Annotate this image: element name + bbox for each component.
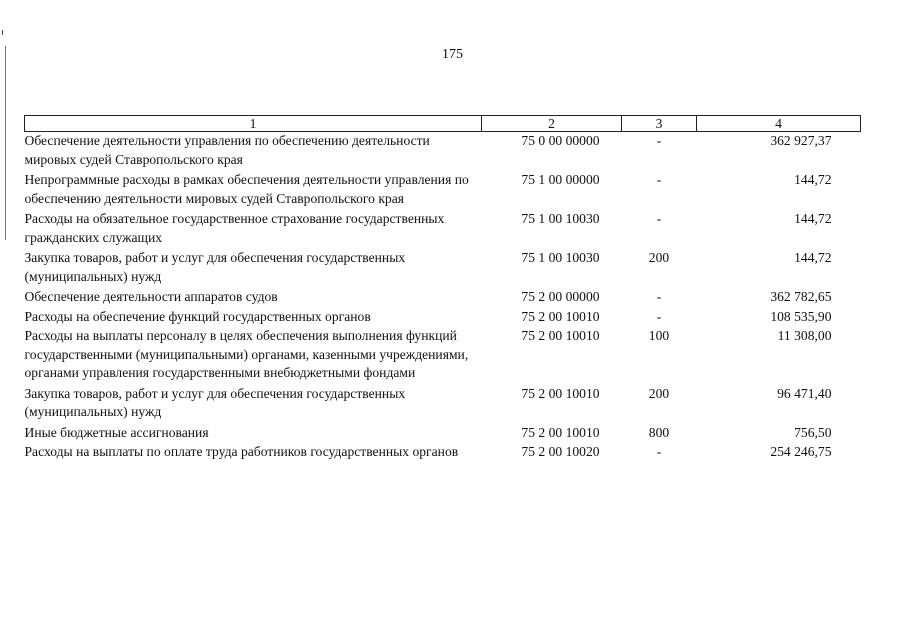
row-code: 75 2 00 10020 <box>521 444 600 459</box>
table-row <box>25 424 861 444</box>
table-row <box>25 327 861 385</box>
row-name: Расходы на обеспечение функций государственных органов <box>24 308 371 324</box>
row-code: 75 0 00 00000 <box>521 133 600 148</box>
row-code: 75 1 00 10030 <box>521 250 600 265</box>
table-row <box>25 385 861 424</box>
row-kind: 200 <box>648 385 670 401</box>
row-kind: 200 <box>648 250 670 265</box>
page-number: 175 <box>442 47 463 62</box>
row-code: 75 2 00 00000 <box>521 289 600 304</box>
row-name: Обеспечение деятельности управления по обеспечению деятельности мировых судей Ставропольского края <box>24 133 430 167</box>
table-row <box>25 308 861 328</box>
table-row <box>25 249 861 288</box>
row-name: Расходы на выплаты персоналу в целях обеспечения выполнения функций государственными (муниципальными) органами, казенными учреждениями, органами управления государственными внебюджетными фондами <box>24 328 469 380</box>
column-header-4: 4 <box>697 116 861 132</box>
row-amount: 144,72 <box>794 250 832 265</box>
row-name: Закупка товаров, работ и услуг для обеспечения государственных (муниципальных) нужд <box>24 250 406 284</box>
row-amount: 144,72 <box>794 211 832 226</box>
row-kind: - <box>656 172 662 187</box>
row-amount: 96 471,40 <box>777 385 832 401</box>
row-amount: 254 246,75 <box>770 444 832 459</box>
row-amount: 144,72 <box>794 172 832 187</box>
column-header-2: 2 <box>482 116 622 132</box>
row-kind: - <box>656 444 662 459</box>
row-amount: 756,50 <box>794 424 832 440</box>
table-row <box>25 288 861 308</box>
row-amount: 362 927,37 <box>770 133 832 148</box>
row-amount: 11 308,00 <box>777 328 832 343</box>
row-kind: - <box>656 289 662 304</box>
row-kind: - <box>656 211 662 226</box>
table-header-row <box>25 116 861 132</box>
table-row <box>25 171 861 210</box>
row-name: Расходы на обязательное государственное страхование государственных гражданских служащих <box>24 211 445 245</box>
scan-edge-mark <box>2 30 3 35</box>
row-amount: 108 535,90 <box>770 308 832 324</box>
table-row <box>25 443 861 463</box>
row-kind: 800 <box>648 424 670 440</box>
row-name: Закупка товаров, работ и услуг для обеспечения государственных (муниципальных) нужд <box>24 385 406 419</box>
row-kind: - <box>656 133 662 148</box>
row-name: Непрограммные расходы в рамках обеспечения деятельности управления по обеспечению деятельности мировых судей Ставропольского края <box>24 172 469 206</box>
budget-table <box>24 115 861 463</box>
row-amount: 362 782,65 <box>770 289 832 304</box>
table-row <box>25 210 861 249</box>
row-code: 75 2 00 10010 <box>521 328 600 343</box>
column-header-3: 3 <box>622 116 697 132</box>
row-name: Расходы на выплаты по оплате труда работников государственных органов <box>24 444 459 459</box>
row-code: 75 2 00 10010 <box>521 424 600 440</box>
row-code: 75 1 00 00000 <box>521 172 600 187</box>
row-name: Обеспечение деятельности аппаратов судов <box>24 289 278 304</box>
table-row <box>25 132 861 172</box>
row-kind: 100 <box>648 328 670 343</box>
row-code: 75 1 00 10030 <box>521 211 600 226</box>
row-code: 75 2 00 10010 <box>521 385 600 401</box>
row-kind: - <box>656 308 662 324</box>
row-name: Иные бюджетные ассигнования <box>24 424 209 440</box>
column-header-1: 1 <box>25 116 482 132</box>
row-code: 75 2 00 10010 <box>521 308 600 324</box>
scan-edge-line <box>5 46 6 240</box>
